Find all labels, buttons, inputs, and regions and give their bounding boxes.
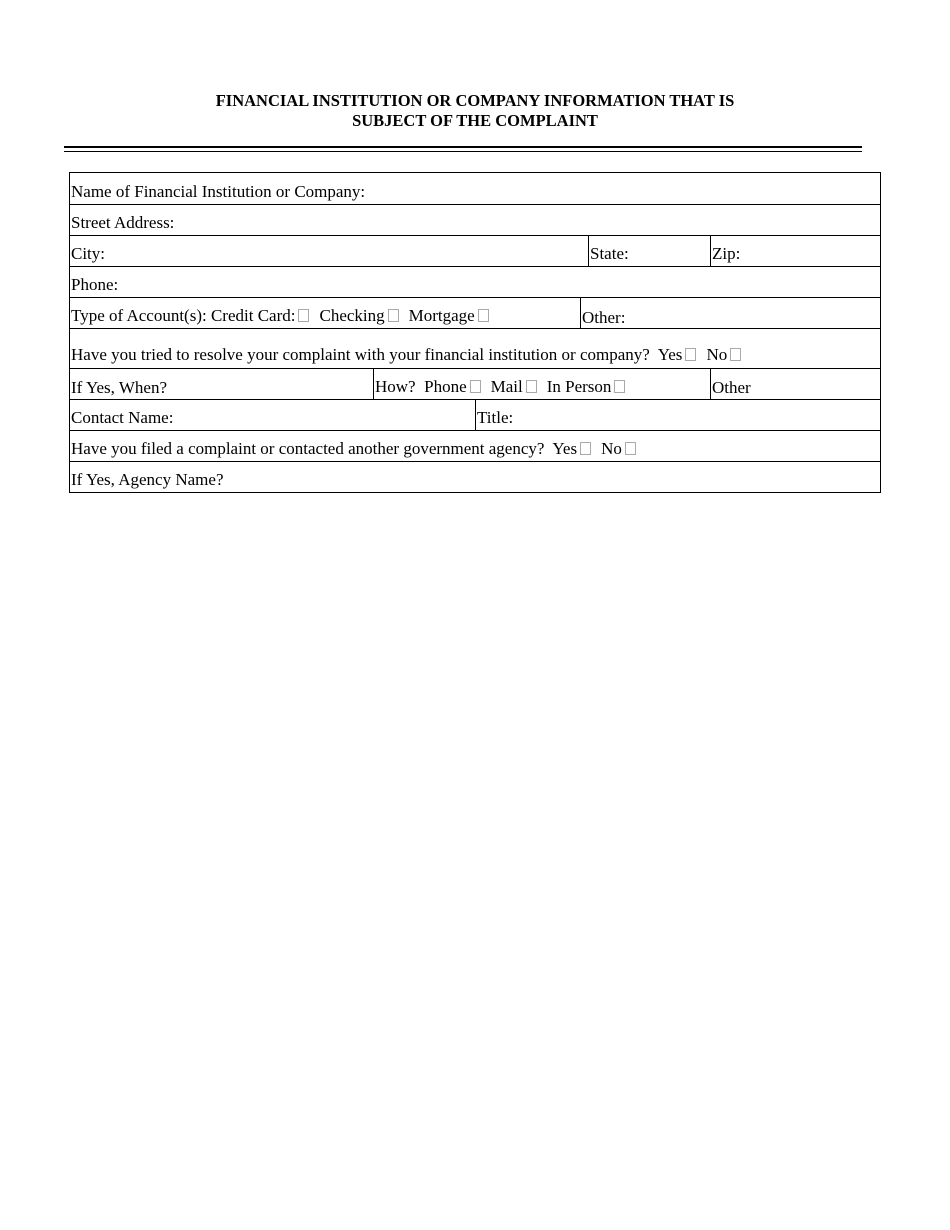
when-field[interactable]: [70, 369, 373, 399]
company-name-field[interactable]: [70, 173, 880, 204]
agency-name-label: If Yes, Agency Name?: [71, 470, 224, 489]
account-other-field[interactable]: [580, 298, 880, 328]
title-line-2: SUBJECT OF THE COMPLAINT: [352, 111, 598, 130]
zip-field[interactable]: [710, 236, 880, 266]
row-company-name: [69, 172, 881, 204]
mortgage-checkbox[interactable]: [478, 309, 489, 322]
agency-question-cell: [70, 431, 880, 461]
resolve-yes-checkbox[interactable]: [685, 348, 696, 361]
mortgage-label: Mortgage: [408, 306, 475, 325]
resolve-question-cell: [70, 329, 880, 368]
account-other-label: Other:: [582, 308, 626, 327]
agency-yes-label: Yes: [552, 439, 578, 458]
when-label: If Yes, When?: [71, 378, 168, 397]
resolve-yes-label: Yes: [657, 345, 683, 364]
street-address-label: Street Address:: [71, 213, 175, 232]
how-phone-label: Phone: [424, 377, 467, 396]
row-city-state-zip: [69, 235, 881, 266]
row-account-type: [69, 297, 881, 328]
page-title: [0, 91, 950, 131]
resolve-no-checkbox[interactable]: [730, 348, 741, 361]
credit-card-checkbox[interactable]: [298, 309, 309, 322]
how-label: How?: [375, 377, 416, 396]
city-label: City:: [71, 244, 106, 263]
row-phone: [69, 266, 881, 297]
header-rule-thick: [64, 146, 862, 148]
resolve-question-group: [71, 345, 741, 365]
contact-name-field[interactable]: [70, 400, 475, 430]
agency-name-field[interactable]: [70, 462, 880, 492]
resolve-question-label: Have you tried to resolve your complaint with your financial institution or company?: [71, 345, 650, 364]
company-name-label: Name of Financial Institution or Company:: [71, 182, 366, 201]
how-mail-checkbox[interactable]: [526, 380, 537, 393]
zip-label: Zip:: [712, 244, 741, 263]
complaint-company-form: [69, 172, 881, 493]
state-field[interactable]: [588, 236, 711, 266]
row-agency-name: [69, 461, 881, 493]
agency-question-label: Have you filed a complaint or contacted another government agency?: [71, 439, 545, 458]
how-in-person-label: In Person: [546, 377, 612, 396]
resolve-no-label: No: [706, 345, 728, 364]
how-mail-label: Mail: [490, 377, 523, 396]
how-in-person-checkbox[interactable]: [614, 380, 625, 393]
account-type-label: Type of Account(s): Credit Card:: [71, 306, 296, 325]
agency-no-checkbox[interactable]: [625, 442, 636, 455]
phone-field[interactable]: [70, 267, 880, 297]
how-other-label: Other: [712, 378, 751, 397]
agency-question-group: [71, 439, 636, 459]
city-field[interactable]: [70, 236, 588, 266]
checking-checkbox[interactable]: [388, 309, 399, 322]
how-group: [375, 377, 625, 397]
state-label: State:: [590, 244, 629, 263]
header-rule-thin: [64, 151, 862, 152]
phone-label: Phone:: [71, 275, 119, 294]
row-when-how: [69, 368, 881, 399]
row-resolve-question: [69, 328, 881, 368]
checking-label: Checking: [319, 306, 385, 325]
row-contact: [69, 399, 881, 430]
title-line-1: FINANCIAL INSTITUTION OR COMPANY INFORMATION THAT IS: [215, 91, 735, 110]
contact-title-label: Title:: [477, 408, 514, 427]
agency-no-label: No: [601, 439, 622, 458]
how-other-field[interactable]: [710, 369, 880, 399]
account-type-cell: [70, 298, 580, 328]
contact-name-label: Contact Name:: [71, 408, 174, 427]
how-cell: [373, 369, 711, 399]
how-phone-checkbox[interactable]: [470, 380, 481, 393]
account-type-group: [71, 306, 489, 326]
row-agency-question: [69, 430, 881, 461]
street-address-field[interactable]: [70, 205, 880, 235]
agency-yes-checkbox[interactable]: [580, 442, 591, 455]
row-street-address: [69, 204, 881, 235]
contact-title-field[interactable]: [475, 400, 880, 430]
